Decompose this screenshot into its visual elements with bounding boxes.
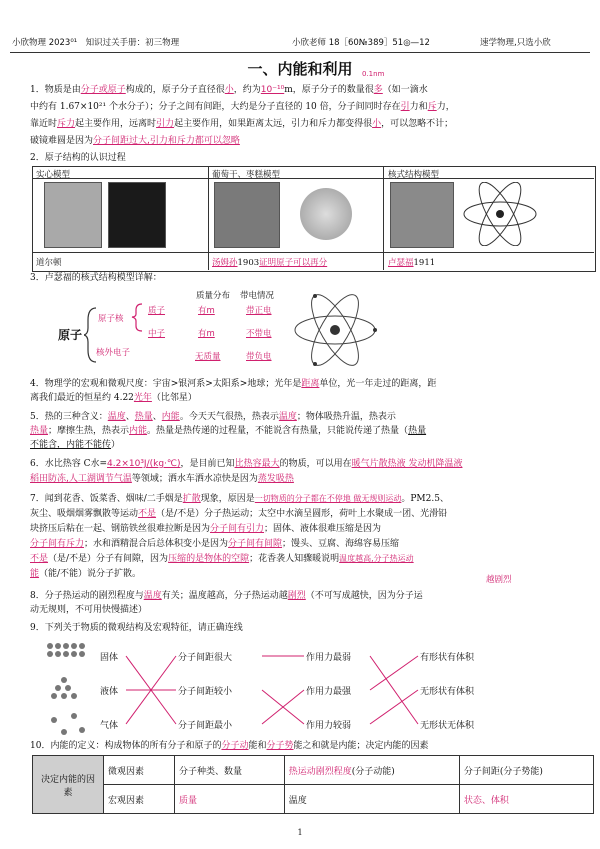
- proton-label: 质子: [148, 306, 166, 316]
- q5-line2: 热量；摩擦生热，热表示内能。热量是热传递的过程量，不能说含有热量，只能说传递了热量（热量: [30, 426, 427, 436]
- col-mass-header: 质量分布: [196, 291, 231, 301]
- macro-factors-label: 宏观因素: [104, 785, 175, 814]
- micro-factor-3: 分子间距(分子势能): [459, 756, 593, 785]
- shape-volume-only: 无形状有体积: [420, 687, 475, 697]
- q5-line1: 5．热的三种含义：温度、热量、内能。今天天气很热，热表示温度；物体吸热升温，热表示: [30, 412, 396, 422]
- distance-medium: 分子间距较小: [178, 687, 233, 697]
- page-title: 一、内能和利用: [247, 60, 353, 78]
- dalton-caption: 道尔顿: [36, 258, 62, 268]
- distance-large: 分子间距很大: [178, 653, 233, 663]
- atom-label: 原子: [58, 328, 83, 342]
- model-solid-title: 实心模型: [36, 170, 71, 180]
- micro-factors-label: 微观因素: [104, 756, 175, 785]
- micro-factor-1: 分子种类、数量: [175, 756, 285, 785]
- proton-charge: 带正电: [246, 306, 272, 316]
- q7-line5: 不是（是/不是）分子有间隙，因为压缩的是物体的空隙；花香袭人知骤暖说明温度越高,分子热运动: [30, 554, 414, 564]
- note-handwritten: 0.1nm: [362, 70, 385, 78]
- q2-label: 2．原子结构的认识过程: [30, 153, 126, 163]
- state-liquid: 液体: [100, 687, 119, 697]
- col-charge-header: 带电情况: [240, 291, 275, 301]
- header-left: 小欣物理 2023⁰¹ 知识过关手册：初三物理: [12, 38, 180, 48]
- factors-header: 决定内能的因素: [33, 756, 104, 814]
- macro-factor-temperature: 温度: [284, 785, 459, 814]
- header-right: 速学物理,只选小欣: [480, 38, 551, 48]
- q1-line4: 破镜难圆是因为分子间距过大,引力和斥力都可以忽略: [30, 136, 240, 146]
- force-weaker: 作用力较弱: [306, 721, 352, 731]
- q7-line3: 块挤压后粘在一起、钢筋铁丝很难拉断是因为分子间有引力；固体、液体很难压缩是因为: [30, 524, 382, 534]
- q8-line2: 动无规则，不可用快慢描述）: [30, 605, 148, 615]
- electron-mass: 无质量: [195, 352, 221, 362]
- state-solid: 固体: [100, 653, 119, 663]
- q1-line1: 1．物质是由分子或原子构成的，原子分子直径很小，约为10⁻¹⁰m，原子分子的数量很多（如一滴水: [30, 85, 428, 95]
- q7-handwritten-continuation: 越剧烈: [486, 575, 512, 585]
- electron-charge: 带负电: [246, 352, 272, 362]
- page-number: 1: [297, 828, 303, 837]
- q9-label: 9．下列关于物质的微观结构及宏观特征，请正确连线: [30, 623, 243, 633]
- force-weakest: 作用力最弱: [306, 653, 352, 663]
- distance-smallest: 分子间距最小: [178, 721, 233, 731]
- force-strongest: 作用力最强: [306, 687, 352, 697]
- nucleus-label: 原子核: [98, 314, 124, 324]
- internal-energy-factors-table: [32, 755, 594, 814]
- q1-line3: 靠近时斥力起主要作用，远离时引力起主要作用，如果距离太远，引力和斥力都变得很小，可以忽略不计；: [30, 119, 454, 129]
- state-gas: 气体: [100, 721, 119, 731]
- rutherford-caption: 卢瑟福1911: [388, 258, 436, 268]
- q8-line1: 8．分子热运动的剧烈程度与温度有关；温度越高，分子热运动越剧烈（不可写成越快，因为分子运: [30, 591, 423, 601]
- electron-label: 核外电子: [96, 348, 131, 358]
- macro-factor-mass: 质量: [175, 785, 285, 814]
- q3-label: 3．卢瑟福的核式结构模型详解：: [30, 273, 162, 283]
- model-plum-title: 葡萄干、枣糕模型: [212, 170, 281, 180]
- micro-factor-2: 热运动剧烈程度(分子动能): [284, 756, 459, 785]
- neutron-label: 中子: [148, 329, 166, 339]
- q6-line2: 稻田防冻,人工湖调节气温等领域；洒水车洒水凉快是因为蒸发吸热: [30, 474, 294, 484]
- thomson-caption: 汤姆孙1903证明原子可以再分: [212, 258, 328, 268]
- shape-fixed: 有形状有体积: [420, 653, 475, 663]
- q5-line3: 不能含，内能不能传）: [30, 440, 121, 450]
- model-nuclear-title: 核式结构模型: [388, 170, 440, 180]
- neutron-charge: 不带电: [246, 329, 272, 339]
- q7-line1: 7．闻到花香、饭菜香、烟味/二手烟是扩散现象，原因是一切物质的分子都在不停地 做无规则运动。PM2.5、: [30, 494, 449, 504]
- q7-line2: 灰尘、吸烟烟雾飘散等运动不是（是/不是）分子热运动；太空中水滴呈圆形，荷叶上水聚成一团、光滑铅: [30, 509, 448, 519]
- neutron-mass: 有m: [198, 329, 215, 339]
- q1-line2: 中约有 1.67×10²¹ 个水分子）；分子之间有间距，大约是分子直径的 10 倍，分子间同时存在引力和斥力，: [30, 102, 455, 112]
- q7-line4: 分子间有斥力；水和酒精混合后总体积变小是因为分子间有间隙；馒头、豆腐、海绵容易压缩: [30, 539, 400, 549]
- q7-line6: 能（能/不能）说分子扩散。: [30, 569, 142, 579]
- macro-factor-state-volume: 状态、体积: [459, 785, 593, 814]
- q10-definition: 10．内能的定义：构成物体的所有分子和原子的分子动能和分子势能之和就是内能；决定内能的因素: [30, 741, 429, 751]
- q4-line2: 离我们最近的恒星约 4.22光年（比邻星）: [30, 393, 197, 403]
- q6-line1: 6．水比热容 C水=4.2×10³J/(kg·℃)，是目前已知比热容最大的物质，可以用在暖气片散热液 发动机降温液: [30, 459, 463, 469]
- q4-line1: 4．物理学的宏观和微观尺度：宇宙>银河系>太阳系>地球；光年是距离单位，光一年走过的距离，距: [30, 379, 437, 389]
- proton-mass: 有m: [198, 306, 215, 316]
- shape-none: 无形状无体积: [420, 721, 475, 731]
- header-center: 小欣老师 18［60№389］51◎—12: [292, 38, 430, 48]
